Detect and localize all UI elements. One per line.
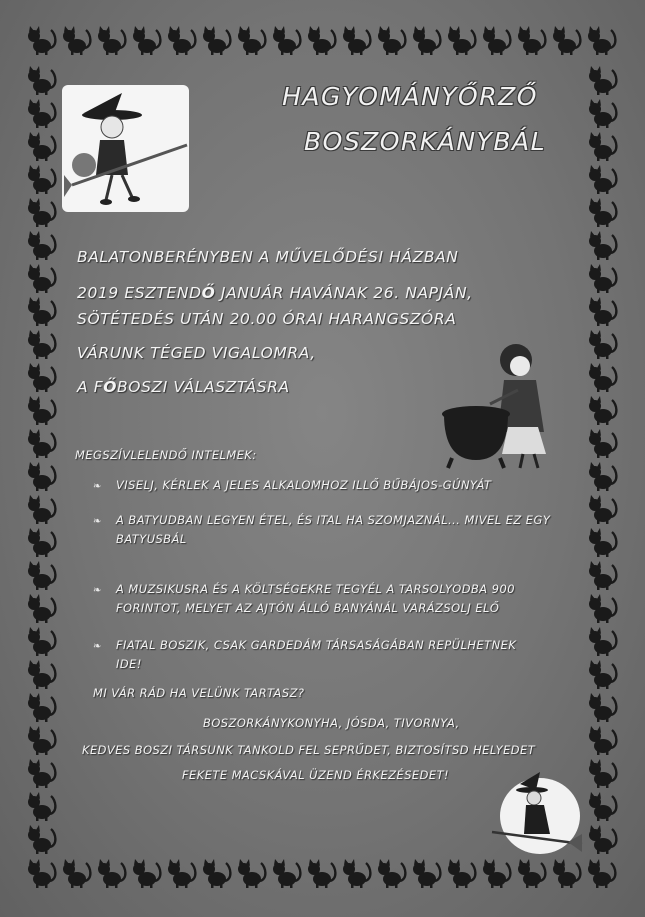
witch-with-cauldron-image — [438, 332, 568, 472]
intro-line-3: SÖTÉTEDÉS UTÁN 20.00 ÓRAI HARANGSZÓRA — [77, 310, 457, 328]
intro-line-5: A FŐBOSZI VÁLASZTÁSRA — [77, 378, 290, 396]
intro-line-2: 2019 ESZTENDŐ JANUÁR HAVÁNAK 26. NAPJÁN, — [77, 284, 473, 302]
title-line-2: BOSZORKÁNYBÁL — [303, 127, 547, 156]
witch-on-moon-image — [482, 772, 584, 856]
leaf-bullet-icon: ❧ — [93, 516, 102, 527]
rules-item-4-text-2: IDE! — [116, 657, 142, 671]
rules-item-4-text-1: FIATAL BOSZIK, CSAK GARDEDÁM TÁRSASÁGÁBAN REPÜLHETNEK — [116, 638, 517, 652]
leaf-bullet-icon: ❧ — [93, 481, 102, 492]
rules-item-1-text: VISELJ, KÉRLEK A JELES ALKALOMHOZ ILLŐ BŰBÁJOS-GÚNYÁT — [116, 478, 492, 492]
rules-item-2-text-2: BATYUSBÁL — [116, 532, 187, 546]
intro-line-1: BALATONBERÉNYBEN A MŰVELŐDÉSI HÁZBAN — [77, 248, 459, 266]
rules-item-3-text-1: A MUZSIKUSRA ÉS A KÖLTSÉGEKRE TEGYÉL A TARSOLYODBA 900 — [116, 582, 515, 596]
rules-item-3-text-2: FORINTOT, MELYET AZ AJTÓN ÁLLÓ BANYÁNÁL VARÁZSOLJ ELŐ — [116, 601, 500, 615]
rules-item-2-text-1: A BATYUDBAN LEGYEN ÉTEL, ÉS ITAL HA SZOMJAZNÁL... MIVEL EZ EGY — [116, 513, 551, 527]
title-line-1: HAGYOMÁNYŐRZŐ — [282, 82, 538, 111]
closing-question: MI VÁR RÁD HA VELÜNK TARTASZ? — [93, 686, 305, 700]
witch-on-broom-image — [62, 85, 189, 212]
intro-line-4: VÁRUNK TÉGED VIGALOMRA, — [77, 344, 316, 362]
closing-line-3: FEKETE MACSKÁVAL ÜZEND ÉRKEZÉSEDET! — [182, 768, 450, 782]
leaf-bullet-icon: ❧ — [93, 641, 102, 652]
closing-line-2: KEDVES BOSZI TÁRSUNK TANKOLD FEL SEPRŰDET, BIZTOSÍTSD HELYEDET — [82, 743, 536, 757]
closing-line-1: BOSZORKÁNYKONYHA, JÓSDA, TIVORNYA, — [203, 716, 460, 730]
rules-heading: MEGSZÍVLELENDŐ INTELMEK: — [75, 448, 257, 462]
leaf-bullet-icon: ❧ — [93, 585, 102, 596]
